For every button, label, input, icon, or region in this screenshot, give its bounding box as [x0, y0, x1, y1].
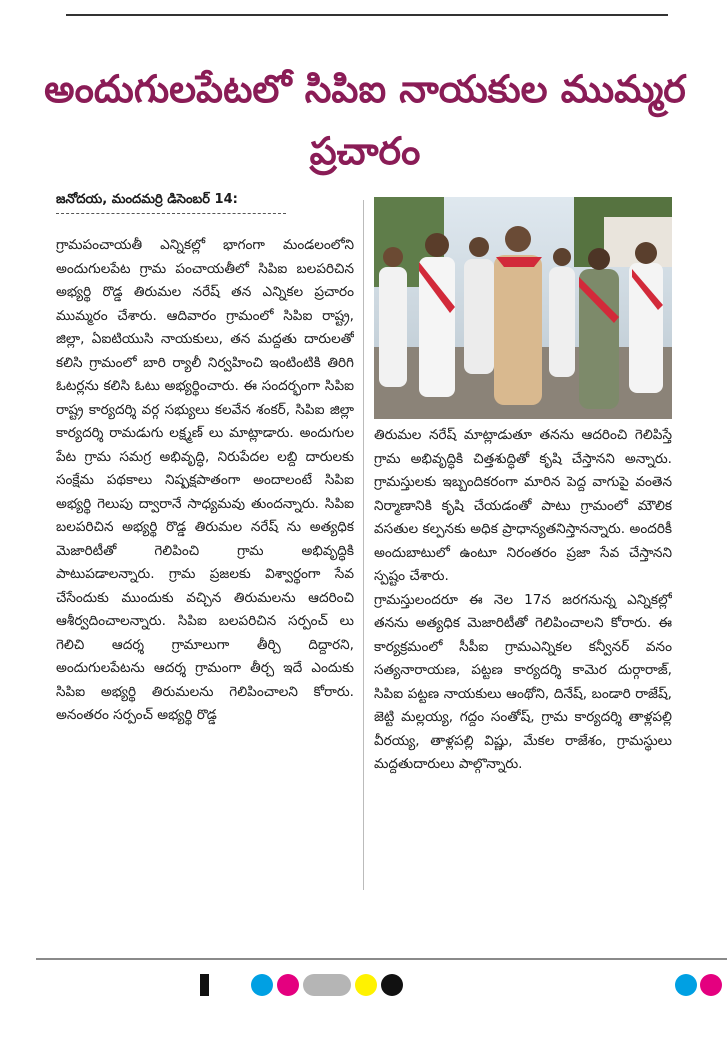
rally-photo-illustration: [374, 197, 672, 419]
dateline: జనోదయ, మందమర్రి డిసెంబర్ 14:: [56, 192, 286, 214]
right-column-paragraph-1: తిరుమల నరేష్ మాట్లాడుతూ తనను ఆదరించి గెలిపిస్తే గ్రామ అభివృద్ధికి చిత్తశుద్ధితో కృషి చేస్తానని అన్నారు. గ్రామస్తులకు ఇబ్బందికరంగా మారిన పెద్ద వాగుపై వంతెన నిర్మాణానికి కృషి చేయడంతో పాటు గ్రామంలో మౌలిక వసతుల కల్పనకు అధిక ప్రాధాన్యతనిస్తానన్నారు. అందరికీ అందుబాటులో ఉంటూ నిరంతరం ప్రజా సేవ చేస్తానని స్పష్టం చేశారు.: [374, 427, 672, 584]
headline: అందుగులపేటలో సిపిఐ నాయకుల ముమ్మర ప్రచారం: [44, 67, 686, 173]
right-column-paragraph-2: గ్రామస్తులందరూ ఈ నెల 17న జరగనున్న ఎన్నికల్లో తనను అత్యధిక మెజారిటీతో గెలిపించాలని కోరారు. ఈ కార్యక్రమంలో సీపీఐ గ్రామఎన్నికల కన్వీనర్ వనం సత్యనారాయణ, పట్టణ కార్యదర్శి కామెర దుర్గారాజ్, సిపిఐ పట్టణ నాయకులు ఆంథోని, దినేష్, బండారి రాజేష్, జెట్టి మల్లయ్య, గద్దం సంతోష్, గ్రామ కార్యదర్శి తాళ్లపల్లి వీరయ్య, తాళ్లపల్లి విష్ణు, మేకల రాజేశం, గ్రామస్థులు మద్దతుదారులు పాల్గొన్నారు.: [374, 591, 672, 772]
magenta-dot-right: [700, 974, 722, 996]
column-divider: [363, 200, 364, 890]
yellow-dot: [355, 974, 377, 996]
cyan-dot-right: [675, 974, 697, 996]
cyan-dot: [251, 974, 273, 996]
article-column-left: [56, 234, 354, 879]
top-rule: [66, 14, 668, 16]
black-dot: [381, 974, 403, 996]
registration-bar: [200, 974, 209, 996]
magenta-dot: [277, 974, 299, 996]
gray-pill: [303, 974, 351, 996]
left-column-text: గ్రామపంచాయతీ ఎన్నికల్లో భాగంగా మండలంలోని అందుగులపేట గ్రామ పంచాయతీలో సిపిఐ బలపరిచిన అభ్యర్థి రొడ్డ తిరుమల నరేష్ తన ఎన్నికల ప్రచారం ముమ్మరం చేశారు. ఆదివారం గ్రామంలో సిపిఐ రాష్ట్ర, జిల్లా, ఏఐటియుసి నాయకులు, తన మద్దతు దారులతో కలిసి గ్రామంలో బారి ర్యాలీ నిర్వహించి ఇంటింటికి తిరిగి ఓటర్లను కలిసి ఓటు అభ్యర్థించారు. ఈ సందర్భంగా సిపిఐ రాష్ట్ర కార్యదర్శి వర్గ సభ్యులు కలవేన శంకర్, సిపిఐ జిల్లా కార్యదర్శి రామడుగు లక్ష్మణ్ లు మాట్లాడారు. అందుగుల పేట గ్రామ సమగ్ర అభివృద్ధి, నిరుపేదల లబ్ది దారులకు సంక్షేమ పథకాలు నిష్పక్షపాతంగా అందాలంటే సిపిఐ అభ్యర్థి గెలుపు ద్వారానే సాధ్యమవు తుందన్నారు. సిపిఐ బలపరిచిన అభ్యర్థి రొడ్డ తిరుమల నరేష్ ను అత్యధిక మెజారిటీతో గెలిపించి గ్రామ అభివృద్ధికి పాటుపడాలన్నారు. గ్రామ ప్రజలకు విశ్వార్థంగా సేవ చేసేందుకు ముందుకు వచ్చిన తిరుమలను ఆదరించి ఆశీర్వదించాలన్నారు. సిపిఐ బలపరిచిన సర్పంచ్ లు గెలిచి ఆదర్శ గ్రామాలుగా తీర్చి దిద్దారని, అందుగులపేటను ఆదర్శ గ్రామంగా తీర్చ ఇదే ఎందుకు సిపిఐ అభ్యర్థి తిరుమలను గెలిపించాలని కోరారు. అనంతరం సర్పంచ్ అభ్యర్థి రొడ్డ: [56, 237, 354, 723]
rally-photo: [374, 197, 672, 419]
article-column-right: [374, 424, 672, 894]
bottom-rule: [36, 958, 727, 960]
